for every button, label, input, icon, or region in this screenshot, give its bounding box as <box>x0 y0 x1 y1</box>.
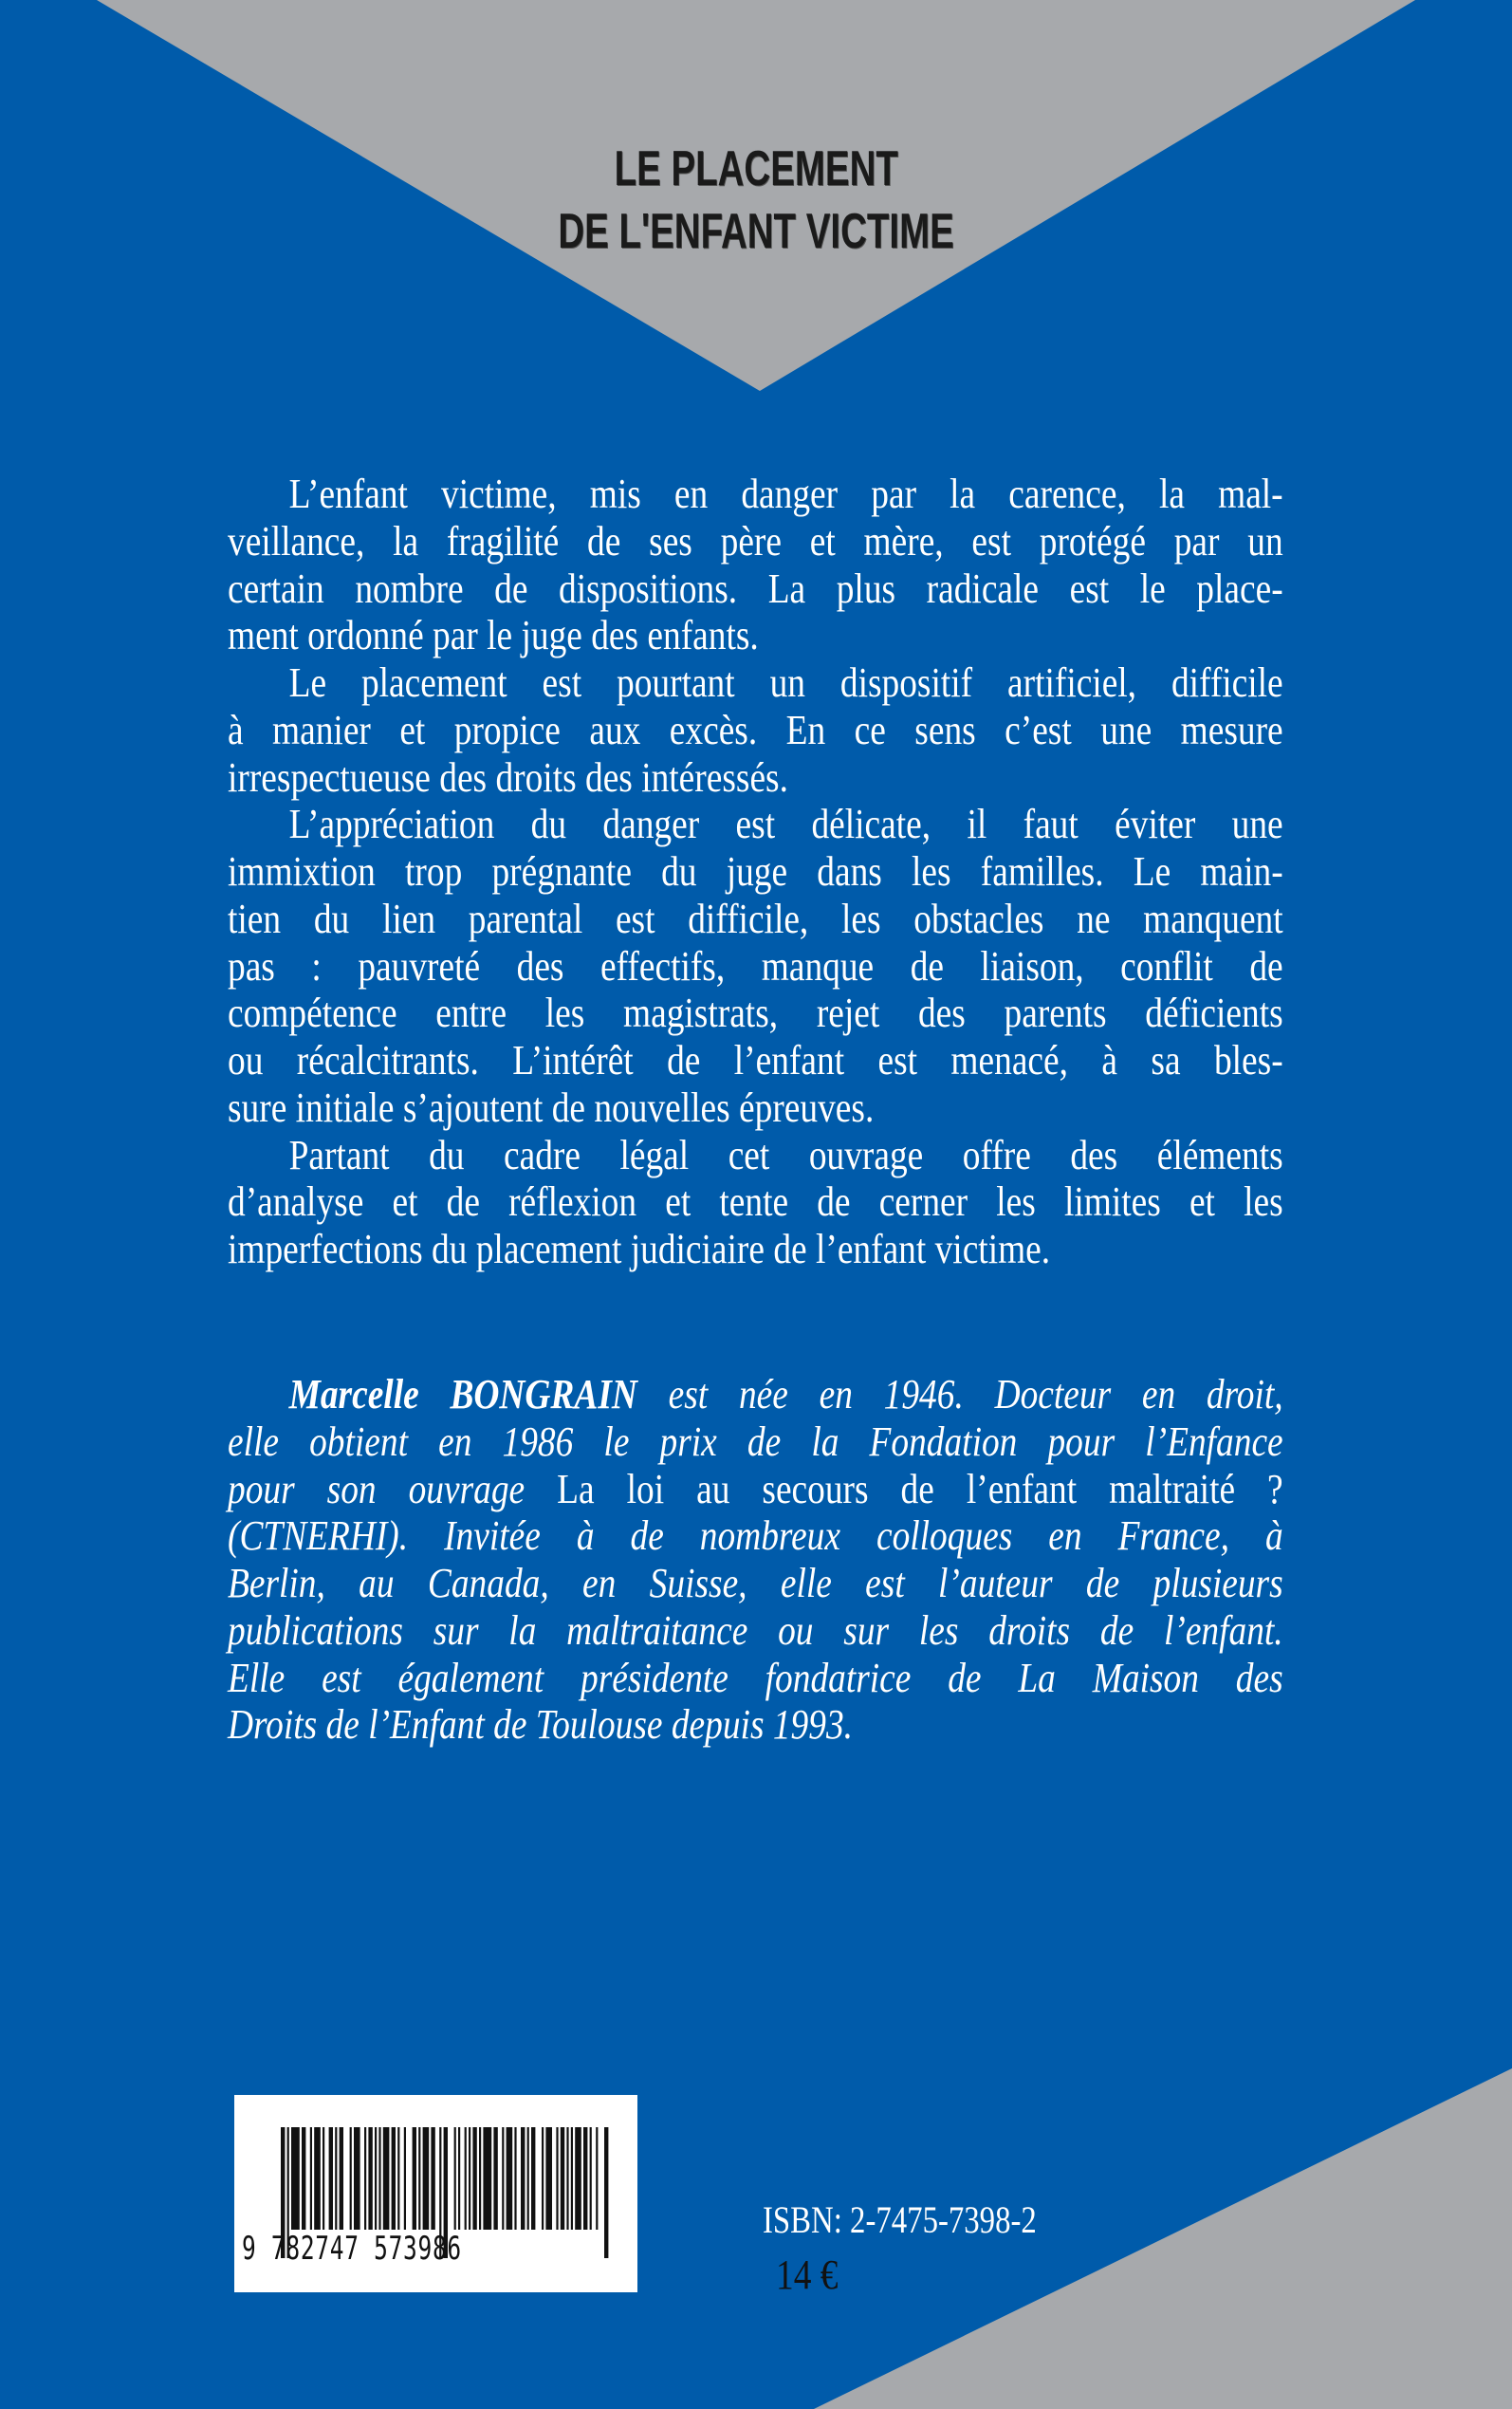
barcode-bar <box>364 2127 366 2230</box>
barcode-bar <box>291 2127 300 2230</box>
barcode-bar <box>566 2127 568 2230</box>
blurb-line: immixtion trop prégnante du juge dans les familles. Le main- <box>228 848 1283 895</box>
blurb-line: compétence entre les magistrats, rejet des parents déficients <box>228 990 1283 1037</box>
barcode-bar <box>335 2127 337 2230</box>
blurb-line: ou récalcitrants. L’intérêt de l’enfant est menacé, à sa bles- <box>228 1037 1283 1084</box>
barcode-bar <box>423 2127 430 2230</box>
blurb-line: sure initiale s’ajoutent de nouvelles épreuves. <box>228 1084 875 1131</box>
blurb-line: tien du lien parental est difficile, les obstacles ne manquent <box>228 895 1283 942</box>
bio-line: (CTNERHI). Invitée à de nombreux colloques en France, à <box>228 1512 1283 1560</box>
barcode-bar <box>310 2127 312 2230</box>
blurb-line: Le placement est pourtant un dispositif artificiel, difficile <box>288 659 1283 706</box>
bio-line: Droits de l’Enfant de Toulouse depuis 1993. <box>228 1701 854 1749</box>
barcode-bar <box>514 2127 516 2230</box>
bio-line: elle obtient en 1986 le prix de la Fondation pour l’Enfance <box>228 1418 1283 1465</box>
barcode-bar <box>561 2127 564 2230</box>
barcode-bar <box>397 2127 399 2230</box>
barcode-bar <box>590 2127 592 2230</box>
bio-text: pour son ouvrage <box>228 1465 558 1512</box>
bio-line: Berlin, au Canada, en Suisse, elle est l’auteur de plusieurs <box>228 1560 1283 1606</box>
barcode-bar <box>383 2127 390 2230</box>
barcode-bar <box>583 2127 587 2230</box>
barcode <box>234 2095 637 2292</box>
barcode-bar <box>368 2127 372 2230</box>
barcode-bar <box>431 2127 434 2230</box>
barcode-bar <box>323 2127 324 2230</box>
barcode-bar <box>527 2127 529 2230</box>
barcode-bar <box>521 2127 525 2230</box>
bio-line <box>228 1371 1283 1418</box>
blurb-line: ment ordonné par le juge des enfants. <box>228 612 759 659</box>
blurb-line: certain nombre de dispositions. La plus radicale est le place- <box>228 565 1283 612</box>
bio-text: est née en 1946. Docteur en droit, <box>636 1371 1283 1418</box>
isbn: ISBN: 2-7475-7398-2 <box>763 2198 1037 2241</box>
barcode-bar <box>392 2127 396 2230</box>
barcode-bar <box>375 2127 377 2230</box>
barcode-bar <box>604 2127 608 2258</box>
blurb-line: Partant du cadre légal cet ouvrage offre des éléments <box>288 1131 1283 1178</box>
barcode-bar <box>571 2127 573 2230</box>
barcode-bar <box>493 2127 497 2230</box>
barcode-bar <box>418 2127 420 2230</box>
author-name: Marcelle BONGRAIN <box>288 1371 637 1418</box>
blurb-line: L’appréciation du danger est délicate, il faut éviter une <box>288 801 1283 848</box>
barcode-bar <box>531 2127 535 2230</box>
barcode-bar <box>404 2127 406 2230</box>
barcode-bar <box>483 2127 491 2230</box>
barcode-bar <box>350 2127 352 2230</box>
bio-line: publications sur la maltraitance ou sur les droits de l’enfant. <box>228 1606 1283 1654</box>
barcode-bar <box>596 2127 598 2230</box>
barcode-bar <box>472 2127 476 2230</box>
barcode-bar <box>454 2127 456 2230</box>
barcode-digits: 9 782747 573986 <box>242 2230 462 2268</box>
price: 14 € <box>776 2251 839 2298</box>
blurb-line: veillance, la fragilité de ses père et mère, est protégé par un <box>228 517 1283 565</box>
barcode-bar <box>545 2127 552 2230</box>
barcode-bar <box>575 2127 581 2230</box>
barcode-bar <box>302 2127 305 2230</box>
blurb-line: à manier et propice aux excès. En ce sens c’est une mesure <box>228 706 1283 753</box>
blurb-line: L’enfant victime, mis en danger par la carence, la mal- <box>288 471 1283 517</box>
barcode-bar <box>556 2127 558 2230</box>
cited-book-title: La loi au secours de l’enfant maltraité ? <box>557 1465 1283 1512</box>
barcode-bar <box>314 2127 321 2230</box>
book-title-line2: DE L'ENFANT VICTIME <box>558 204 954 259</box>
barcode-bar <box>465 2127 467 2230</box>
author-bio <box>228 1371 1283 1749</box>
barcode-bar <box>542 2127 544 2230</box>
barcode-bar <box>378 2127 380 2230</box>
blurb-text <box>228 471 1283 1273</box>
barcode-bar <box>458 2127 460 2230</box>
barcode-bar <box>340 2127 343 2230</box>
blurb-line: irrespectueuse des droits des intéressés. <box>228 753 788 801</box>
bio-line: Elle est également présidente fondatrice de La Maison des <box>228 1654 1283 1701</box>
bio-line <box>228 1466 1283 1513</box>
blurb-line: d’analyse et de réflexion et tente de cerner les limites et les <box>228 1178 1283 1226</box>
barcode-bar <box>469 2127 470 2230</box>
barcode-bar <box>413 2127 416 2230</box>
book-title-line1: LE PLACEMENT <box>614 141 898 196</box>
barcode-bar <box>507 2127 513 2230</box>
barcode-bar <box>354 2127 360 2230</box>
barcode-bar <box>329 2127 333 2230</box>
blurb-line: pas : pauvreté des effectifs, manque de liaison, conflit de <box>228 942 1283 990</box>
barcode-bar <box>502 2127 504 2230</box>
blurb-line: imperfections du placement judiciaire de l’enfant victime. <box>228 1226 1051 1272</box>
barcode-bar <box>479 2127 481 2230</box>
